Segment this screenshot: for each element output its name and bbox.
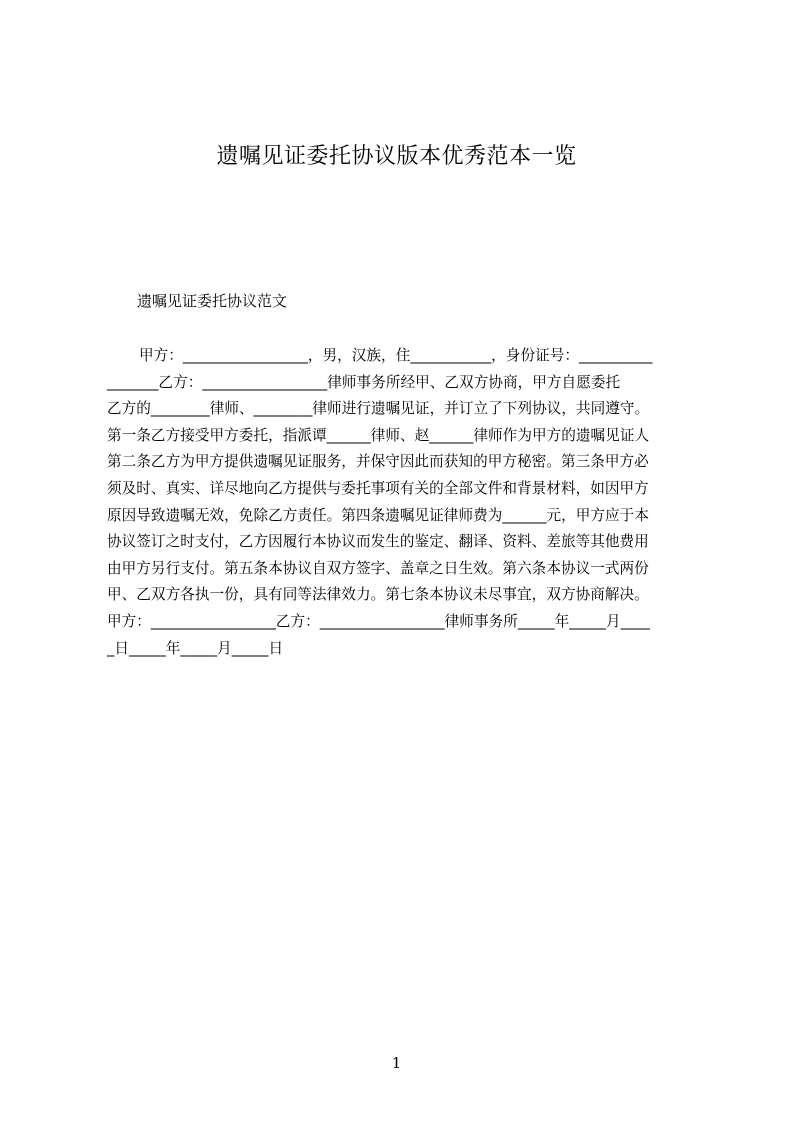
agreement-body [107, 343, 707, 662]
document-subtitle: 遗嘱见证委托协议范文 [137, 292, 288, 310]
body-line: 原因导致遗嘱无效，免除乙方责任。第四条遗嘱见证律师费为______元，甲方应于本 [107, 506, 649, 524]
body-line: 协议签订之时支付，乙方因履行本协议而发生的鉴定、翻译、资料、差旅等其他费用 [107, 533, 649, 551]
body-line: 第一条乙方接受甲方委托，指派谭______律师、赵______律师作为甲方的遗嘱见证人 [107, 426, 650, 444]
body-line: 第二条乙方为甲方提供遗嘱见证服务，并保守因此而获知的甲方秘密。第三条甲方必 [107, 453, 649, 471]
body-line: 甲方：_________________，男，汉族，住___________，身份证号：__________ [139, 347, 653, 364]
body-line: 甲方：_________________乙方：_________________律师事务所_____年_____月____ [107, 612, 651, 630]
body-line: _______乙方：_________________律师事务所经甲、乙双方协商，甲方自愿委托 [107, 373, 621, 391]
page-number: 1 [391, 1054, 402, 1072]
body-line: 甲、乙双方各执一份，具有同等法律效力。第七条本协议未尽事宜，双方协商解决。 [107, 586, 649, 604]
body-line: 须及时、真实、详尽地向乙方提供与委托事项有关的全部文件和背景材料，如因甲方 [107, 479, 649, 497]
body-line: 由甲方另行支付。第五条本协议自双方签字、盖章之日生效。第六条本协议一式两份 [107, 559, 649, 577]
body-line: _日_____年_____月_____日 [107, 639, 284, 657]
body-line: 乙方的________律师、________律师进行遗嘱见证，并订立了下列协议，共同遵守。 [107, 400, 650, 418]
document-title: 遗嘱见证委托协议版本优秀范本一览 [216, 144, 577, 169]
